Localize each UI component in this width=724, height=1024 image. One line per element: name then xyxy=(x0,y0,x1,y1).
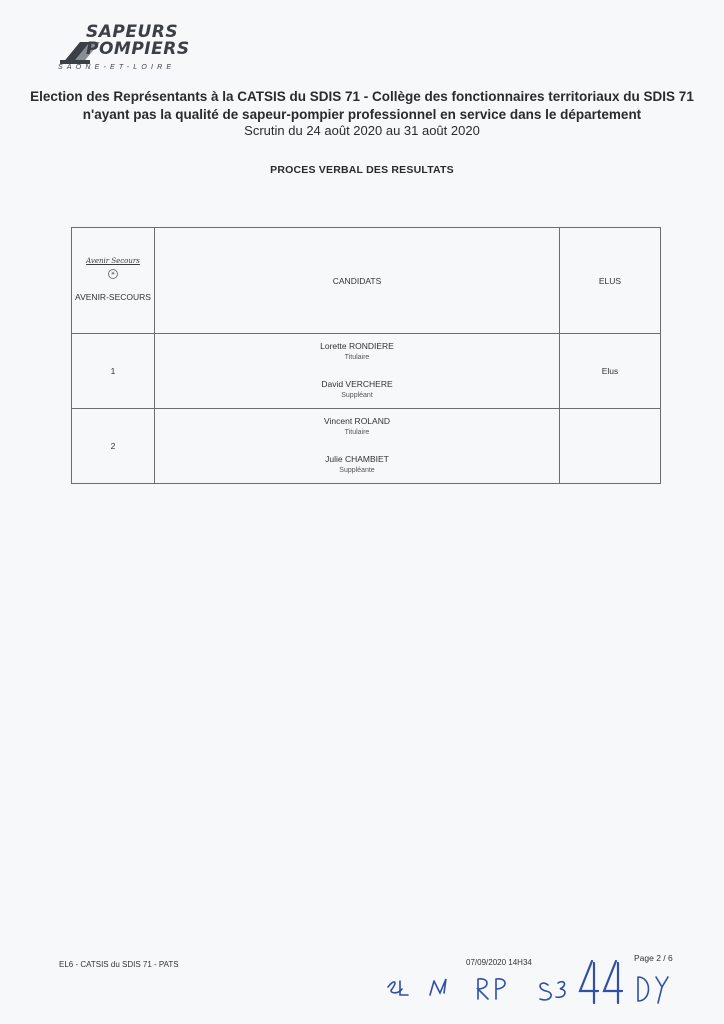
handwritten-initials xyxy=(380,945,680,1015)
section-title: PROCES VERBAL DES RESULTATS xyxy=(270,164,454,176)
candidates-cell xyxy=(155,334,560,409)
candidats-header: CANDIDATS xyxy=(155,228,560,334)
candidates-cell xyxy=(155,409,560,484)
suppleant-name: Julie CHAMBIET xyxy=(325,454,389,464)
row-number: 2 xyxy=(72,409,155,484)
elus-header: ELUS xyxy=(560,228,661,334)
titulaire-role: Titulaire xyxy=(344,354,370,361)
table-row xyxy=(72,334,661,409)
elus-cell: Elus xyxy=(560,334,661,409)
titulaire-role: Titulaire xyxy=(344,429,370,436)
results-table xyxy=(71,227,661,484)
suppleant-role: Suppléante xyxy=(339,467,375,474)
footer-datetime: 07/09/2020 14H34 xyxy=(466,958,532,967)
table-header-row xyxy=(72,228,661,334)
title-line-2: n'ayant pas la qualité de sapeur-pompier professionnel en service dans le département xyxy=(82,107,642,122)
table-row xyxy=(72,409,661,484)
list-header-cell xyxy=(72,228,155,334)
suppleant-role: Suppléant xyxy=(341,392,373,399)
list-logo: Avenir Secours xyxy=(86,256,140,265)
title-line-1: Election des Représentants à la CATSIS du SDIS 71 - Collège des fonctionnaires territoriaux du SDIS 71 xyxy=(30,89,694,104)
logo-subtitle: SAÔNE-ET-LOIRE xyxy=(58,64,176,71)
page-number: Page 2 / 6 xyxy=(634,953,673,963)
logo-wordmark: SAPEURS POMPIERS xyxy=(86,22,190,59)
list-name: AVENIR-SECOURS xyxy=(75,291,151,302)
titulaire-name: Lorette RONDIERE xyxy=(320,341,394,351)
titulaire-name: Vincent ROLAND xyxy=(324,416,390,426)
list-badge-icon: ✳ xyxy=(108,269,118,279)
row-number: 1 xyxy=(72,334,155,409)
suppleant-name: David VERCHERE xyxy=(321,379,393,389)
footer-reference: EL6 - CATSIS du SDIS 71 - PATS xyxy=(59,960,179,969)
elus-cell xyxy=(560,409,661,484)
document-title xyxy=(0,88,724,124)
ballot-period: Scrutin du 24 août 2020 au 31 août 2020 xyxy=(244,123,480,138)
